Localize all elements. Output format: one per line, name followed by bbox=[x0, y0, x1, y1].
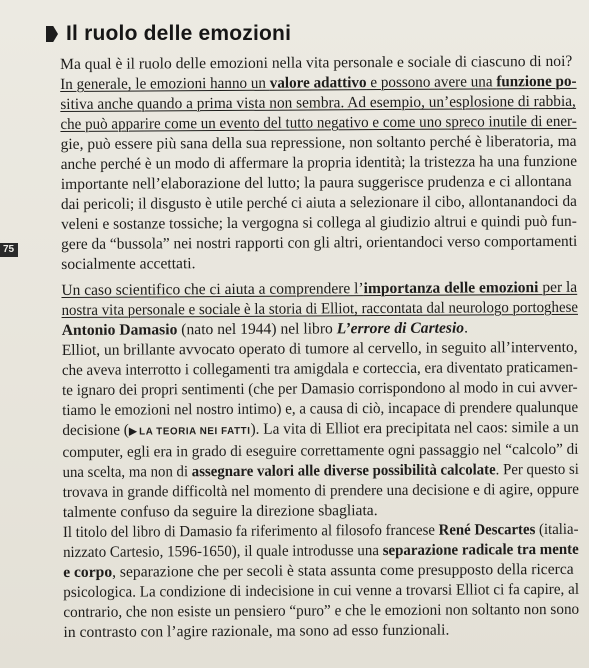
text-line: sitiva anche quando a prima vista non sembra. Ad esempio, un’esplosione di rabbia, bbox=[60, 92, 576, 113]
text-line: tiamo le emozioni nel nostro intimo) e, a causa di ciò, incapace di prendere qualunque bbox=[62, 398, 579, 419]
text-line: anche perché è un modo di affermare la propria identità; la tristezza ha una funzione bbox=[60, 152, 578, 173]
body-text bbox=[60, 52, 580, 643]
line-number-badge: 75 bbox=[0, 243, 18, 257]
text-span: Un caso scientifico che ci aiuta a comprendere l’ bbox=[61, 280, 364, 299]
text-span: una scelta, ma non di bbox=[62, 463, 192, 481]
text-line: nostra vita personale e sociale è la storia di Elliot, raccontata dal neurologo portoghese bbox=[61, 298, 579, 319]
cross-reference: LA TEORIA NEI FATTI bbox=[139, 425, 251, 438]
text-span: . Per questo si bbox=[495, 460, 579, 479]
text-line: contrario, che non esiste un pensiero “puro” e che le emozioni non soltanto non sono bbox=[63, 600, 580, 621]
arrow-right-icon: ▶ bbox=[128, 425, 138, 438]
text-span: In generale, le emozioni hanno un bbox=[60, 74, 270, 93]
section-title: Il ruolo delle emozioni bbox=[66, 22, 292, 45]
bold-term: importanza delle emozioni bbox=[363, 279, 539, 298]
text-span: (italia- bbox=[535, 520, 579, 539]
text-line: veleni e sostanze tossiche; la vergogna si collega al giudizio altrui e quindi può fun- bbox=[60, 212, 577, 233]
bold-term: assegnare valori alle diverse possibilità calcolate bbox=[191, 461, 496, 481]
text-line: talmente confuso da seguire la direzione sbagliata. bbox=[62, 502, 378, 521]
bold-term: e corpo bbox=[63, 563, 113, 581]
text-line: te ignaro dei propri sentimenti (che per Damasio corrispondono al modo in cui avver- bbox=[61, 378, 578, 399]
text-line bbox=[62, 540, 579, 563]
text-span: . bbox=[464, 319, 469, 337]
bold-term: René Descartes bbox=[438, 521, 536, 539]
text-line: dai pericoli; il disgusto è utile perché ci aiuta a selezionare il cibo, allontanandoci da bbox=[60, 192, 577, 213]
text-span: Il titolo del libro di Damasio fa riferimento al filosofo francese bbox=[62, 521, 439, 541]
text-span: decisione ( bbox=[62, 421, 129, 439]
text-line: socialmente accettati. bbox=[61, 255, 196, 273]
text-span: e possono avere una bbox=[366, 73, 497, 92]
text-span: per la bbox=[538, 278, 578, 297]
paragraph-3 bbox=[63, 520, 580, 643]
text-span: (nato nel 1944) nel libro bbox=[177, 320, 337, 339]
bold-term: funzione po- bbox=[496, 72, 577, 91]
text-line: computer, egli era in grado di eseguire correttamente ogni passaggio nel “calcolo” di bbox=[62, 440, 579, 461]
text-span: nizzato Cartesio, 1596-1650), il quale introdusse una bbox=[62, 542, 383, 561]
paragraph-2 bbox=[61, 278, 578, 523]
text-line: importante nell’elaborazione del lutto; la paura suggerisce prudenza e ci allontana bbox=[60, 172, 572, 193]
text-span: , separazione che per secoli è stata assunta come presupposto della ricerca bbox=[112, 560, 574, 581]
section-header bbox=[46, 22, 291, 46]
text-line: psicologica. La condizione di indecisione in cui venne a trovarsi Elliot ci fa capire, al bbox=[63, 580, 580, 601]
book-title: L’errore di Cartesio bbox=[336, 319, 465, 338]
text-line: Elliot, un brillante avvocato operato di tumore al cervello, in seguito all’intervento, bbox=[61, 338, 578, 359]
text-line: gere da “bussola” nei nostri rapporti con gli altri, orientandoci verso comportamenti bbox=[61, 232, 578, 253]
bold-term: Antonio Damasio bbox=[61, 321, 178, 339]
text-line: che può apparire come un evento del tutto negativo e come uno spreco inutile di ener- bbox=[60, 112, 577, 133]
text-line: trovava in grande difficoltà nel momento di prendere una decisione e di agire, oppure bbox=[62, 480, 580, 501]
paragraph-1 bbox=[60, 52, 577, 275]
text-line: che aveva interrotto i collegamenti tra amigdala e corteccia, era diventato praticamen- bbox=[61, 358, 578, 379]
text-span: ). La vita di Elliot era precipitata nel caos: simile a un bbox=[250, 418, 579, 438]
section-marker-icon bbox=[46, 26, 58, 42]
text-line bbox=[62, 418, 579, 443]
bold-term: separazione radicale tra mente bbox=[382, 540, 579, 560]
text-line: in contrasto con l’agire razionale, ma sono ad esso funzionali. bbox=[63, 621, 450, 641]
text-line: gie, può essere più sana della sua repressione, non soltanto perché è liberatoria, ma bbox=[60, 132, 577, 153]
bold-term: valore adattivo bbox=[269, 74, 367, 92]
text-line: Ma qual è il ruolo delle emozioni nella vita personale e sociale di ciascuno di noi? bbox=[60, 52, 573, 73]
